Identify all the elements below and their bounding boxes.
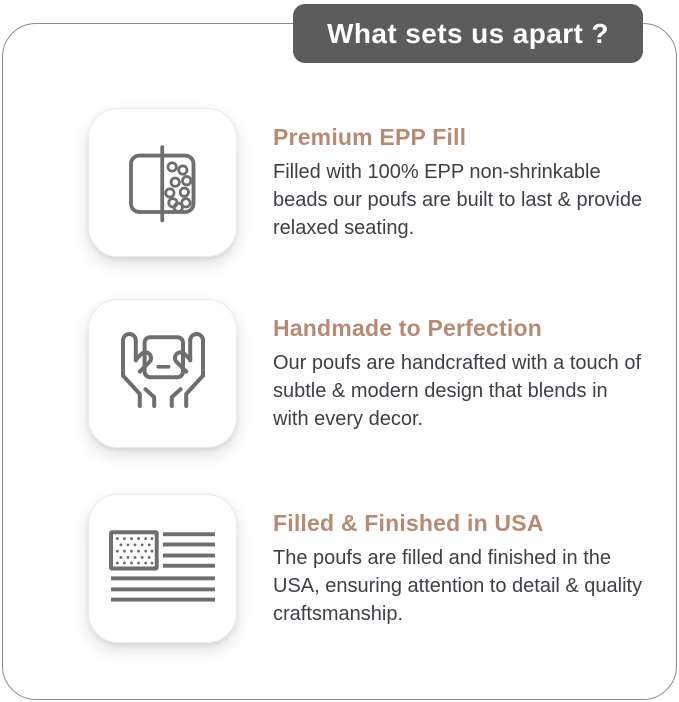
feature-list [88, 108, 676, 643]
hands-holding-pouf-icon [99, 310, 227, 438]
feature-text [273, 510, 645, 628]
feature-heading: Premium EPP Fill [273, 123, 467, 150]
feature-text [273, 315, 645, 433]
feature-text [273, 124, 645, 242]
feature-icon-card [88, 299, 237, 448]
feature-icon-card [88, 108, 237, 257]
feature-description: Our poufs are handcrafted with a touch of subtle & modern design that blends in with every decor. [273, 351, 641, 430]
feature-description: Filled with 100% EPP non-shrinkable beads our poufs are built to last & provide relaxed seating. [273, 160, 643, 239]
header-title: What sets us apart ? [327, 17, 609, 49]
feature-heading: Handmade to Perfection [273, 314, 542, 341]
feature-description: The poufs are filled and finished in the USA, ensuring attention to detail & quality craftsmanship. [273, 546, 643, 625]
usa-flag-icon [100, 521, 226, 616]
feature-heading: Filled & Finished in USA [273, 509, 544, 536]
header-banner [293, 4, 643, 63]
feature-row-handmade [88, 299, 676, 448]
content-card [2, 23, 677, 700]
feature-row-epp-fill [88, 108, 676, 257]
feature-icon-card [88, 494, 237, 643]
pouf-cross-section-icon [102, 122, 224, 244]
feature-row-usa [88, 494, 676, 643]
